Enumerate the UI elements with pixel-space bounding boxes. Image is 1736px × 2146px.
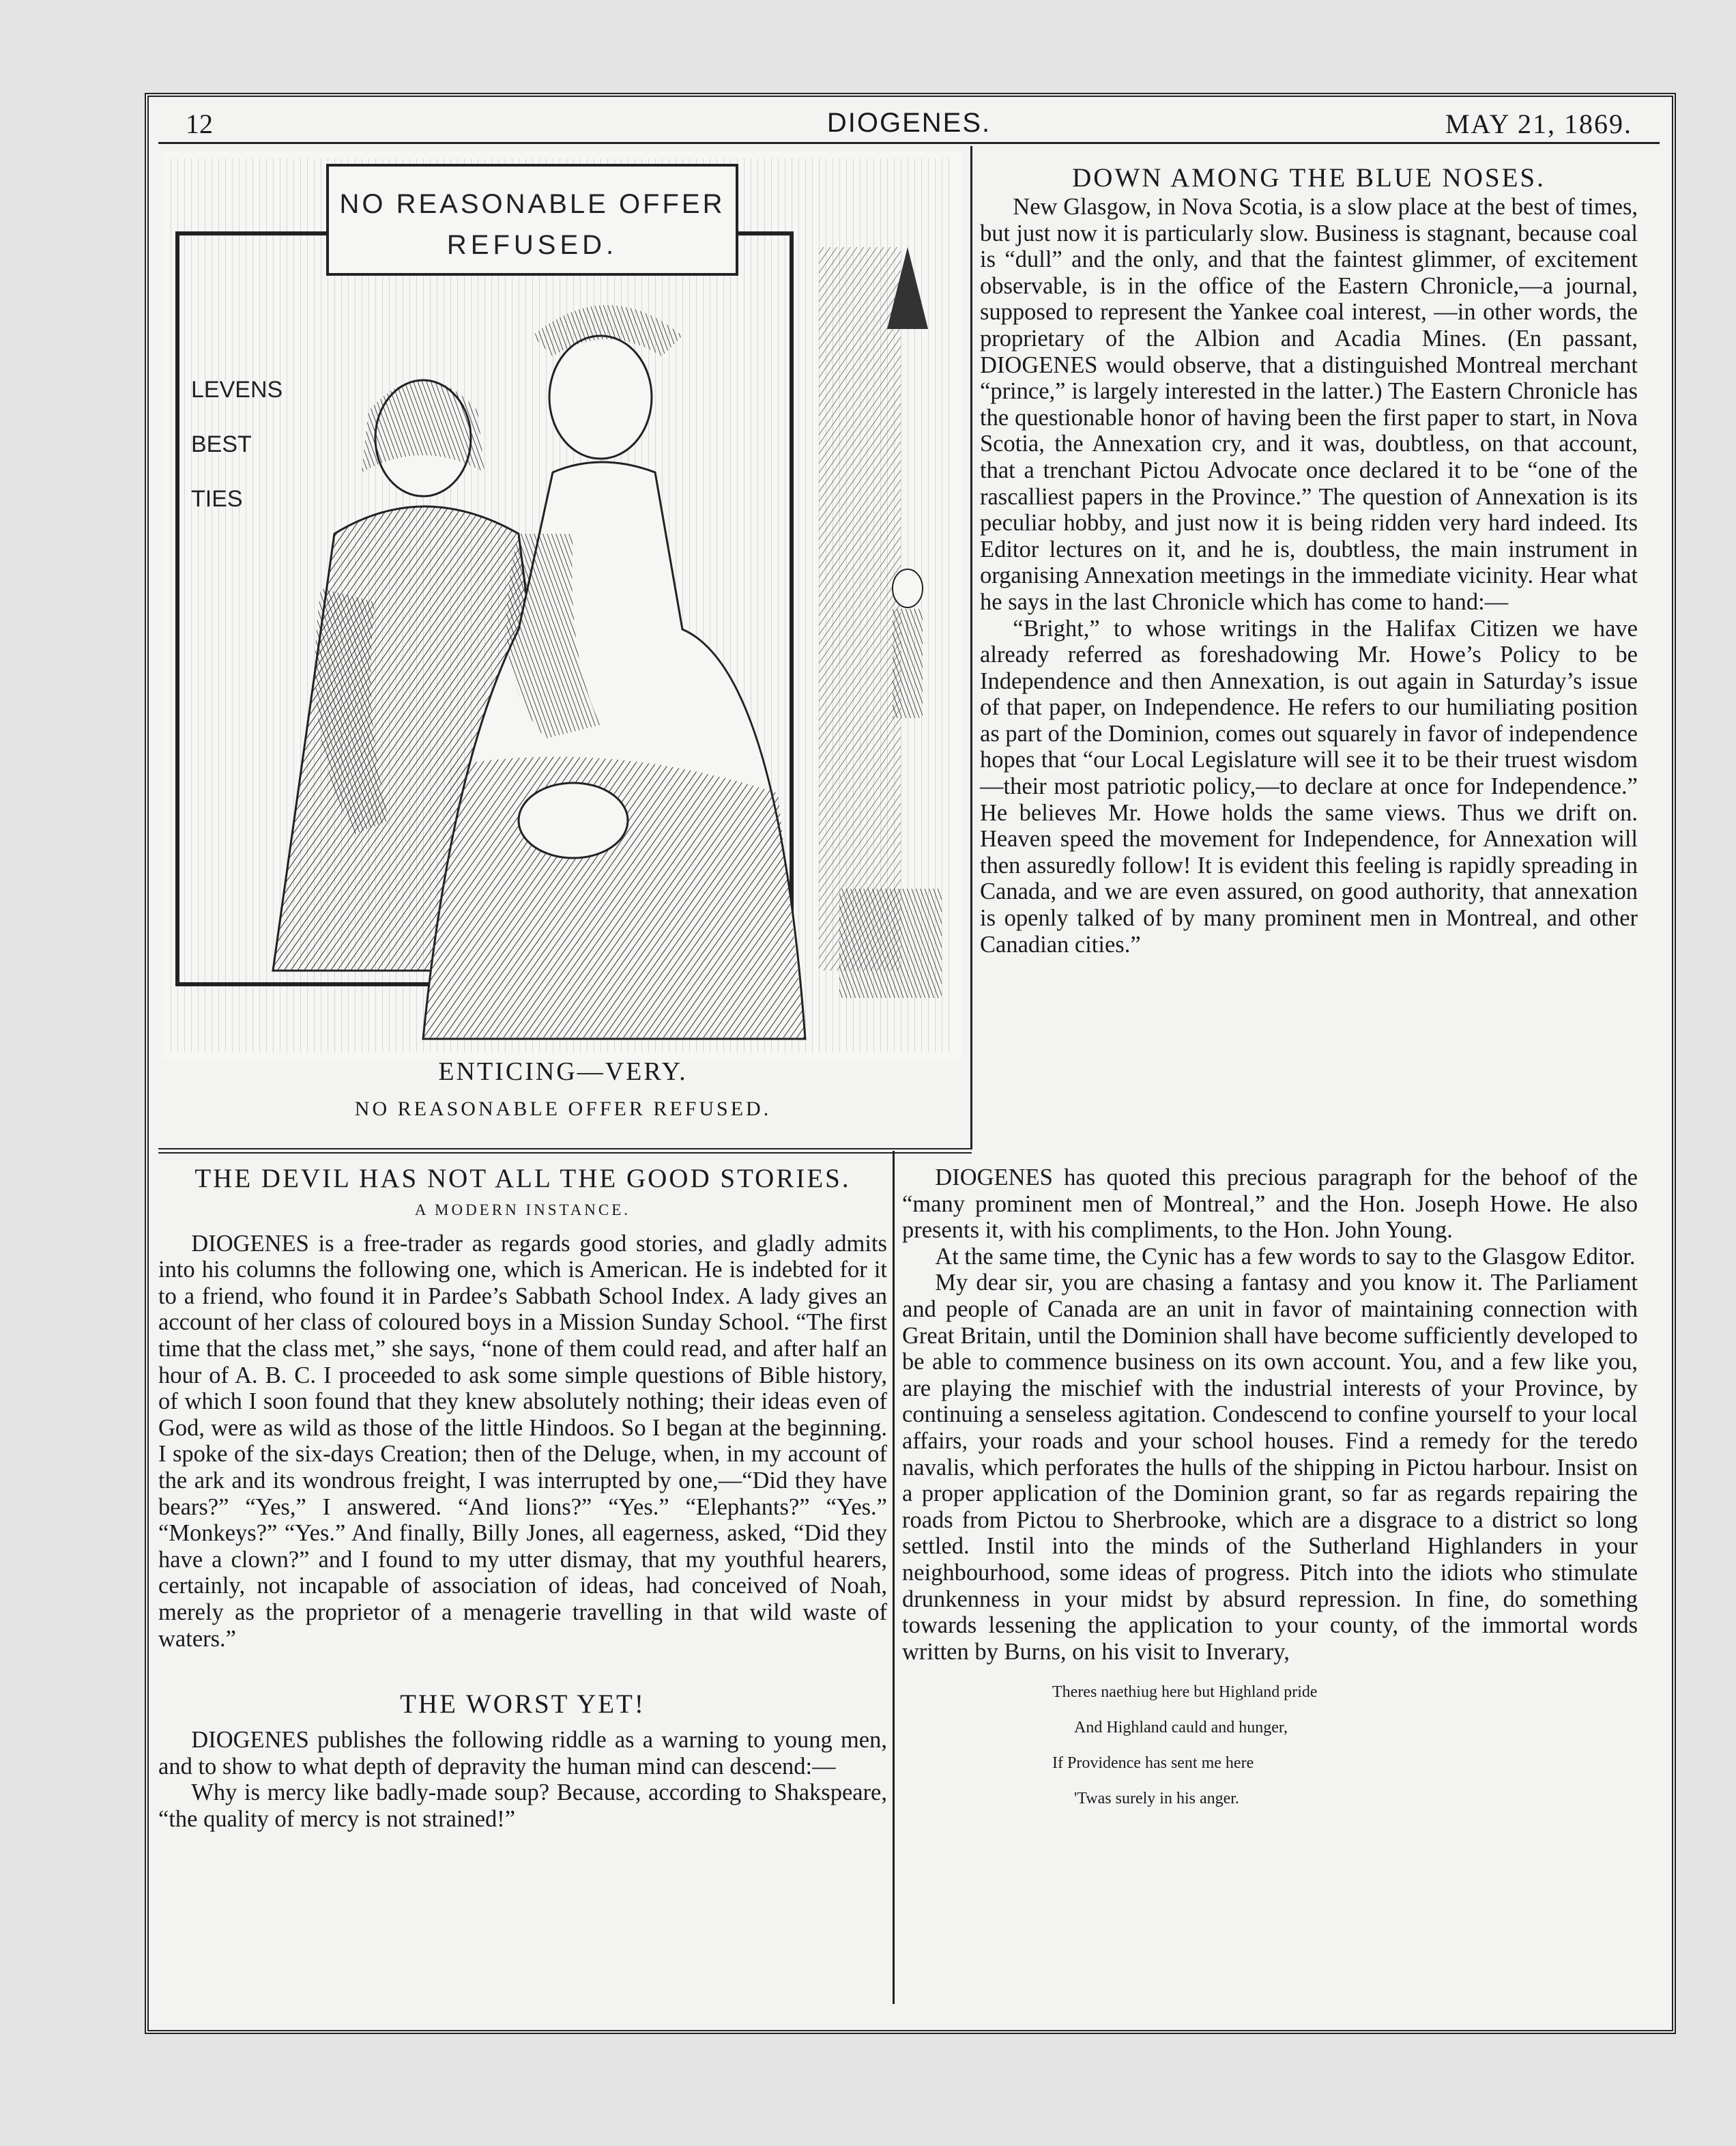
article-blue-noses-paragraph: At the same time, the Cynic has a few words to say to the Glasgow Editor. — [935, 1243, 1636, 1270]
shop-sign-line2: REFUSED. — [446, 230, 618, 260]
article-blue-noses — [980, 162, 1638, 958]
publication-title: DIOGENES. — [826, 108, 992, 138]
issue-date: MAY 21, 1869. — [1445, 109, 1632, 139]
article-worst-paragraph: DIOGENES publishes the following riddle as a warning to young men, and to show to what depth of depravity the human mind can descend:— — [158, 1727, 887, 1779]
article-blue-noses-continued — [902, 1164, 1638, 1816]
article-devil — [158, 1163, 887, 1832]
illustration-caption-subtitle: NO REASONABLE OFFER REFUSED. — [354, 1098, 772, 1120]
burns-poem — [902, 1674, 1638, 1816]
poem-line: And Highland cauld and hunger, — [1074, 1719, 1288, 1737]
window-text-2: BEST — [191, 431, 252, 457]
window-text-1: LEVENS — [191, 377, 283, 403]
article-blue-noses-paragraph: My dear sir, you are chasing a fantasy and you know it. The Parliament and people of Canada are an unit in favor of maintaining connection with Great Britain, until the Dominion shall have become sufficiently developed to be able to commence business on its own account. You, and a few like you, are playing the mischief with the industrial interests of your Province, by continuing a senseless agitation. Condescend to confine yourself to your local affairs, your roads and your school houses. Find a remedy for the teredo navalis, which perforates the hulls of the shipping in Pictou harbour. Insist on a proper application of the Dominion grant, so far as regards repairing the roads from Pictou to Sherbrooke, which are a disgrace to a district so long settled. Instil into the minds of the Sutherland Highlanders in your neighbourhood, some ideas of progress. Pitch into the idiots who stimulate drunkenness in your midst by absurd repression. In fine, do something towards lessening the application to your county, of the immortal words written by Burns, on his visit to Inverary, — [902, 1270, 1638, 1665]
shop-sign-line1: NO REASONABLE OFFER — [339, 189, 725, 219]
poem-line: If Providence has sent me here — [1052, 1754, 1254, 1773]
article-blue-noses-quote: “Bright,” to whose writings in the Halifax Citizen we have already referred as foreshadowing Mr. Howe’s Policy to be Independence and then Annexation, is out again in Saturday’s issue of that paper, on Independence. He refers to our humiliating position as part of the Dominion, comes out squarely in favor of independence hopes that “our Local Legislature will see it to be their truest wisdom—their most patriotic policy,—to declare at once for Independence.” He believes Mr. Howe holds the same views. Thus we drift on. Heaven speed the movement for Independence, for Annexation will then assuredly follow! It is evident this feeling is rapidly spreading in Canada, and we are even assured, on good authority, that annexation is openly talked of by many prominent men in Montreal, and other Canadian cities.” — [980, 615, 1638, 958]
cartoon-illustration — [164, 152, 962, 1059]
article-worst-paragraph: Why is mercy like badly-made soup? Because, according to Shakspeare, “the quality of mercy is not strained!” — [158, 1779, 887, 1832]
illustration-caption-title: ENTICING—VERY. — [438, 1057, 688, 1086]
poem-line: 'Twas surely in his anger. — [1074, 1790, 1239, 1808]
article-blue-noses-paragraph: DIOGENES has quoted this precious paragraph for the behoof of the “many prominent men of Montreal,” and the Hon. Joseph Howe. He also presents it, with his compliments, to the Hon. John Young. — [902, 1164, 1638, 1244]
article-blue-noses-heading: DOWN AMONG THE BLUE NOSES. — [1072, 163, 1546, 192]
article-devil-heading: THE DEVIL HAS NOT ALL THE GOOD STORIES. — [194, 1164, 851, 1193]
column-rule-top — [970, 146, 972, 1149]
article-worst-heading: THE WORST YET! — [400, 1689, 646, 1719]
section-rule — [158, 1148, 972, 1154]
poem-line: Theres naethiug here but Highland pride — [1052, 1683, 1318, 1702]
article-devil-paragraph: DIOGENES is a free-trader as regards good stories, and gladly admits into his columns the following one, which is American. He is indebted for it to a friend, who found it in Pardee’s Sabbath School Index. A lady gives an account of her class of coloured boys in a Mission Sunday School. “The first time that the class met,” she says, “none of them could read, and after half an hour of A. B. C. I proceeded to ask some simple questions of Bible history, of which I soon found that they knew absolutely nothing; their ideas even of God, were as wild as those of the little Hindoos. So I began at the beginning. I spoke of the six-days Creation; then of the Deluge, when, in my account of the ark and its wondrous freight, I was interrupted by one,—“Did they have bears?” “Yes,” I answered. “And lions?” “Yes.” “Elephants?” “Yes.” “Monkeys?” “Yes.” And finally, Billy Jones, all eagerness, asked, “Did they have a clown?” and I found to my utter dismay, that my youthful hearers, certainly, not incapable of association of ideas, had conceived of Noah, merely as the proprietor of a menagerie travelling in that wild waste of waters.” — [158, 1230, 887, 1652]
page-number: 12 — [186, 109, 213, 139]
article-devil-subheading: A MODERN INSTANCE. — [414, 1201, 631, 1218]
column-rule-bottom — [893, 1151, 895, 2004]
article-blue-noses-paragraph: New Glasgow, in Nova Scotia, is a slow place at the best of times, but just now it is particularly slow. Business is stagnant, because coal is “dull” and the only, and that the faintest glimmer, of excitement observable, is in the office of the Eastern Chronicle,—a journal, supposed to represent the Yankee coal interest, —in other words, the proprietary of the Albion and Acadia Mines. (En passant, DIOGENES would observe, that a distinguished Montreal merchant “prince,” is largely interested in the latter.) The Eastern Chronicle has the questionable honor of having been the first paper to start, in Nova Scotia, the Annexation cry, and it was, doubtless, on that account, that a trenchant Pictou Advocate once declared it to be “one of the rascalliest papers in the Province.” The question of Annexation is its peculiar hobby, and just now it is being ridden very hard indeed. Its Editor lectures on it, and he is, doubtless, the main instrument in organising Annexation meetings in the immediate vicinity. Hear what he says in the last Chronicle which has come to hand:— — [980, 194, 1638, 615]
page-header — [158, 104, 1660, 144]
window-text-3: TIES — [191, 486, 243, 512]
